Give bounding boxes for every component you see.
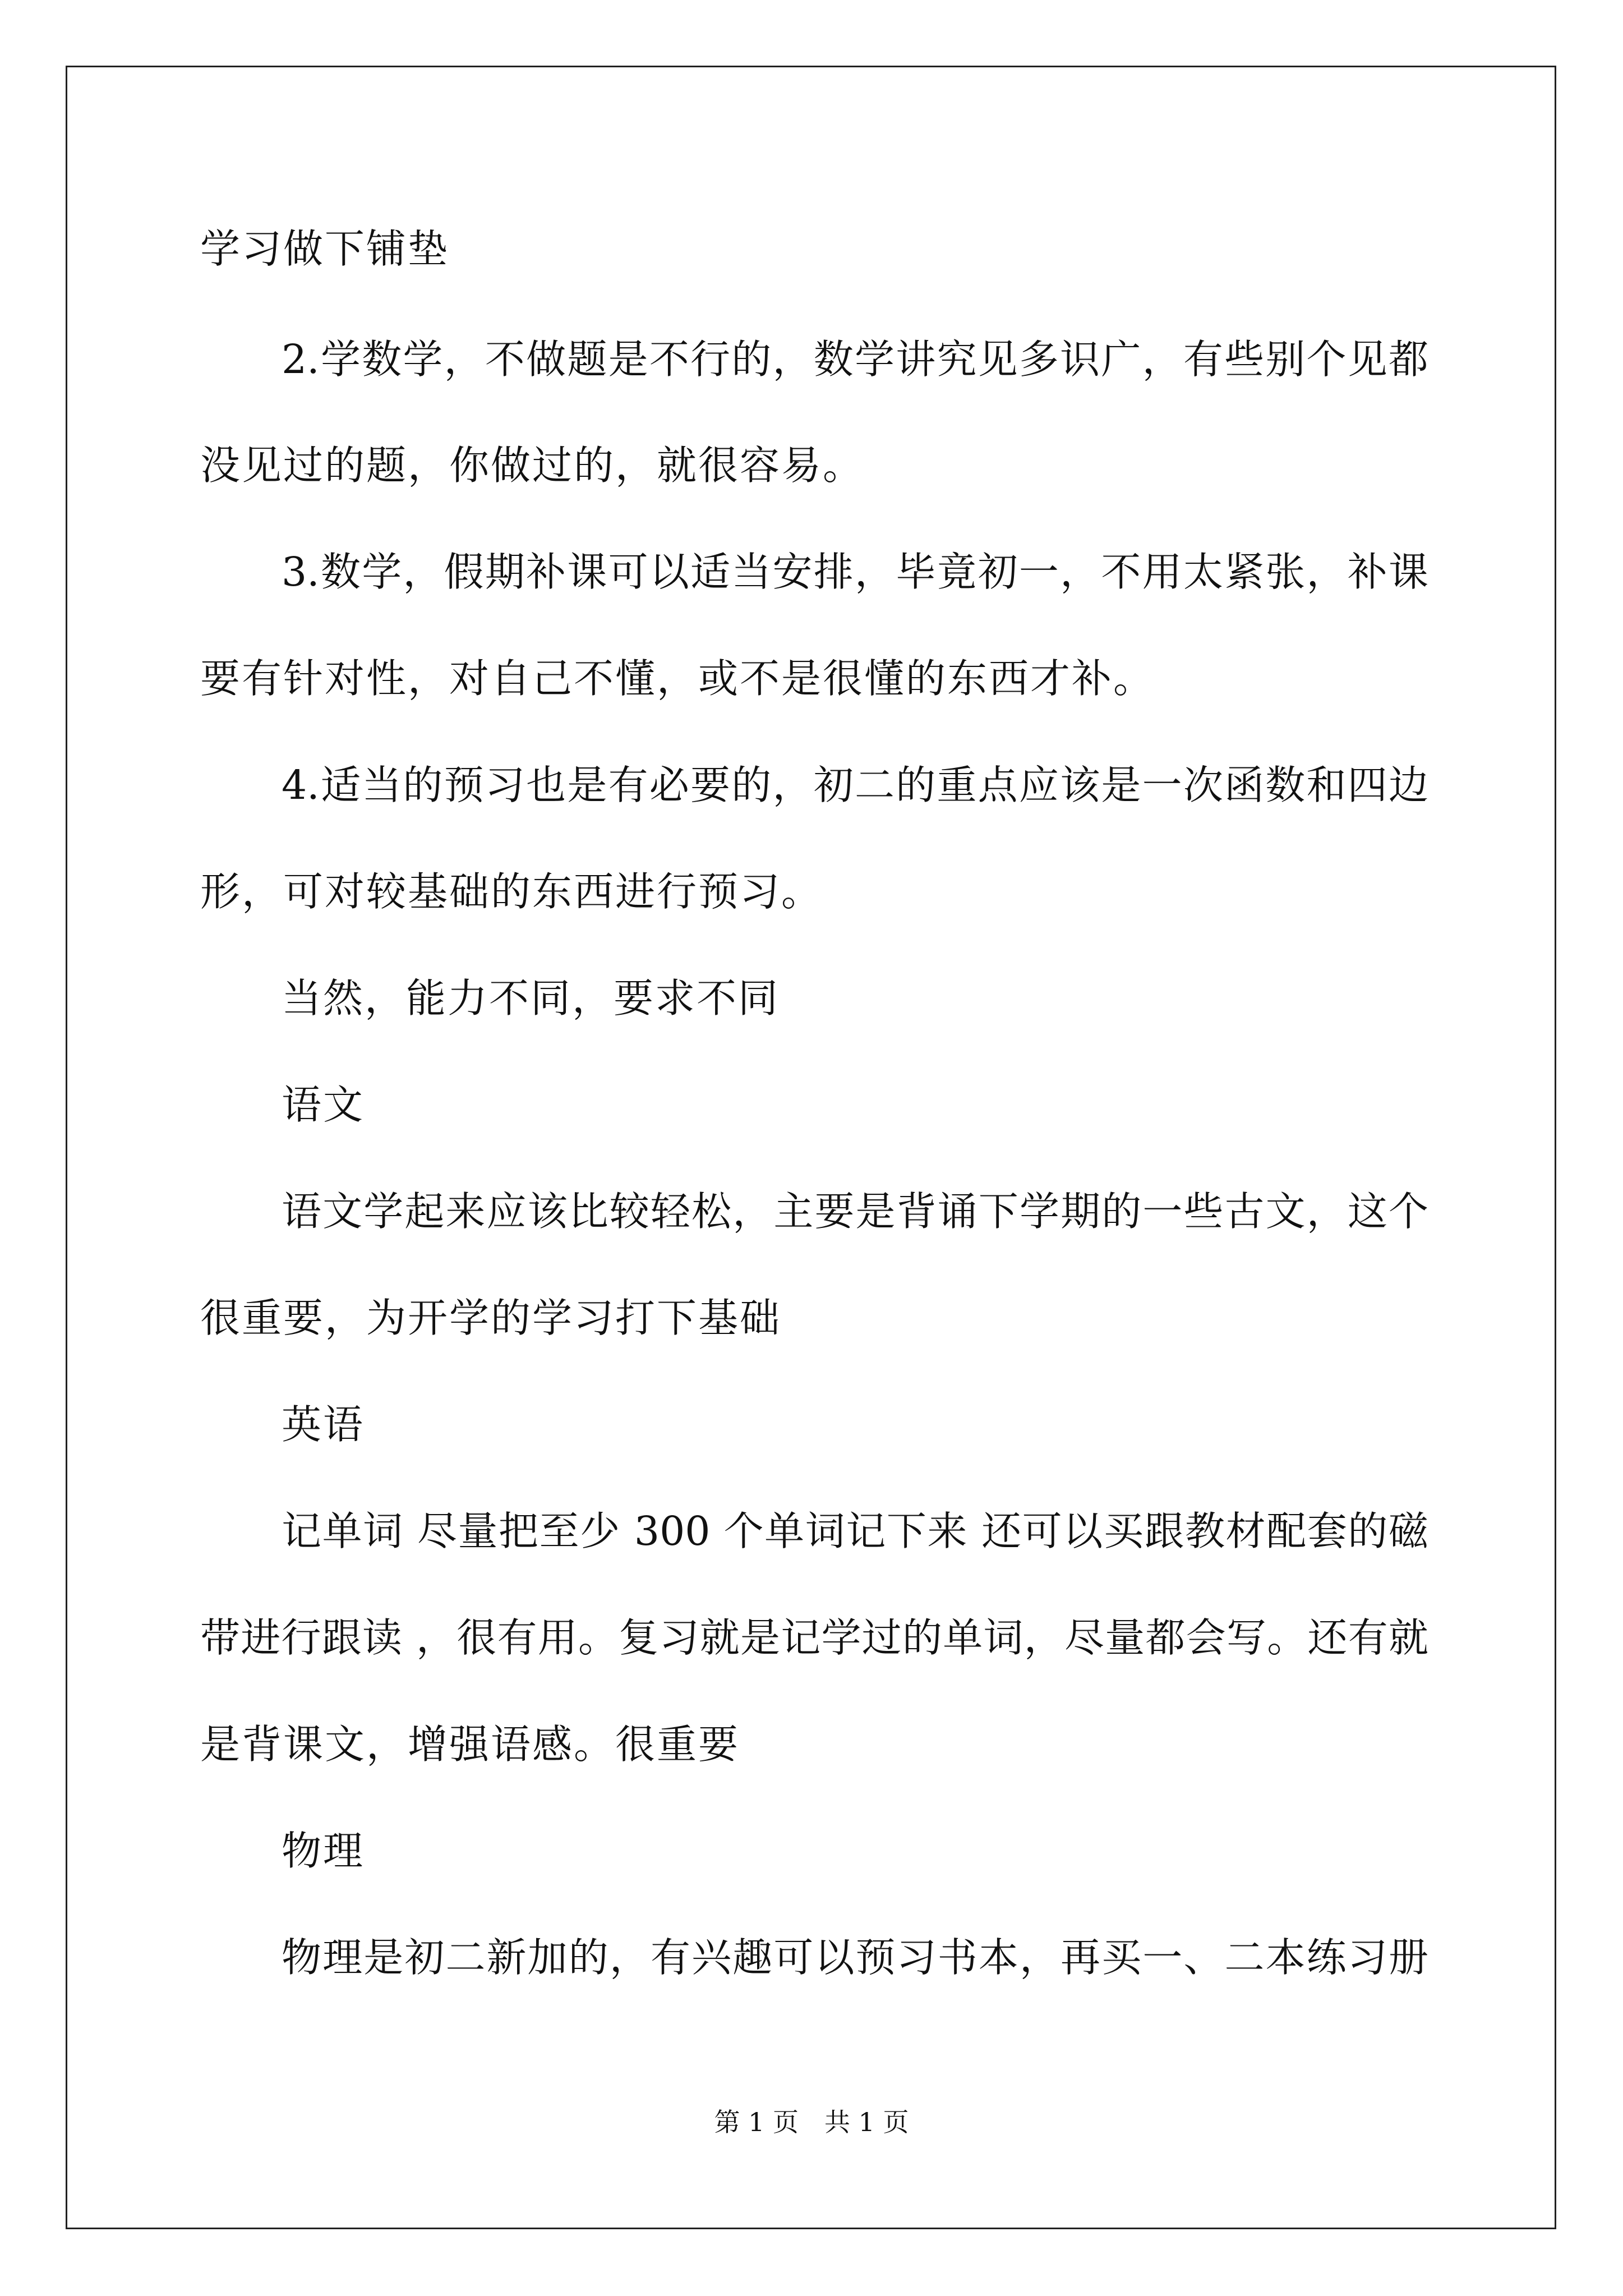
text-line: 带进行跟读 ，很有用。复习就是记学过的单词，尽量都会写。还有就 xyxy=(200,1614,1428,1661)
text-line: 没见过的题，你做过的，就很容易。 xyxy=(200,442,865,489)
text-line: 学习做下铺垫 xyxy=(200,226,450,272)
text-line: 4.适当的预习也是有必要的，初二的重点应该是一次函数和四边 xyxy=(282,762,1428,808)
page-footer: 第 1 页 共 1 页 xyxy=(714,2107,909,2137)
text-line: 是背课文，增强语感。很重要 xyxy=(200,1721,740,1768)
section-heading: 语文 xyxy=(282,1082,365,1128)
text-line: 2.学数学，不做题是不行的，数学讲究见多识广，有些别个见都 xyxy=(282,336,1428,383)
text-line: 3.数学，假期补课可以适当安排，毕竟初一，不用太紧张，补课 xyxy=(282,549,1428,595)
page-border xyxy=(66,66,1556,2229)
text-line: 记单词 尽量把至少 300 个单词记下来 还可以买跟教材配套的磁 xyxy=(282,1508,1428,1554)
text-line: 语文学起来应该比较轻松，主要是背诵下学期的一些古文，这个 xyxy=(282,1188,1428,1235)
text-line: 形，可对较基础的东西进行预习。 xyxy=(200,868,823,915)
text-line: 很重要，为开学的学习打下基础 xyxy=(200,1295,782,1341)
text-line: 当然，能力不同，要求不同 xyxy=(282,975,780,1022)
text-line: 物理是初二新加的，有兴趣可以预习书本，再买一、二本练习册 xyxy=(282,1934,1428,1981)
section-heading: 英语 xyxy=(282,1401,365,1448)
text-line: 要有针对性，对自己不懂，或不是很懂的东西才补。 xyxy=(200,655,1155,702)
section-heading: 物理 xyxy=(282,1828,365,1874)
